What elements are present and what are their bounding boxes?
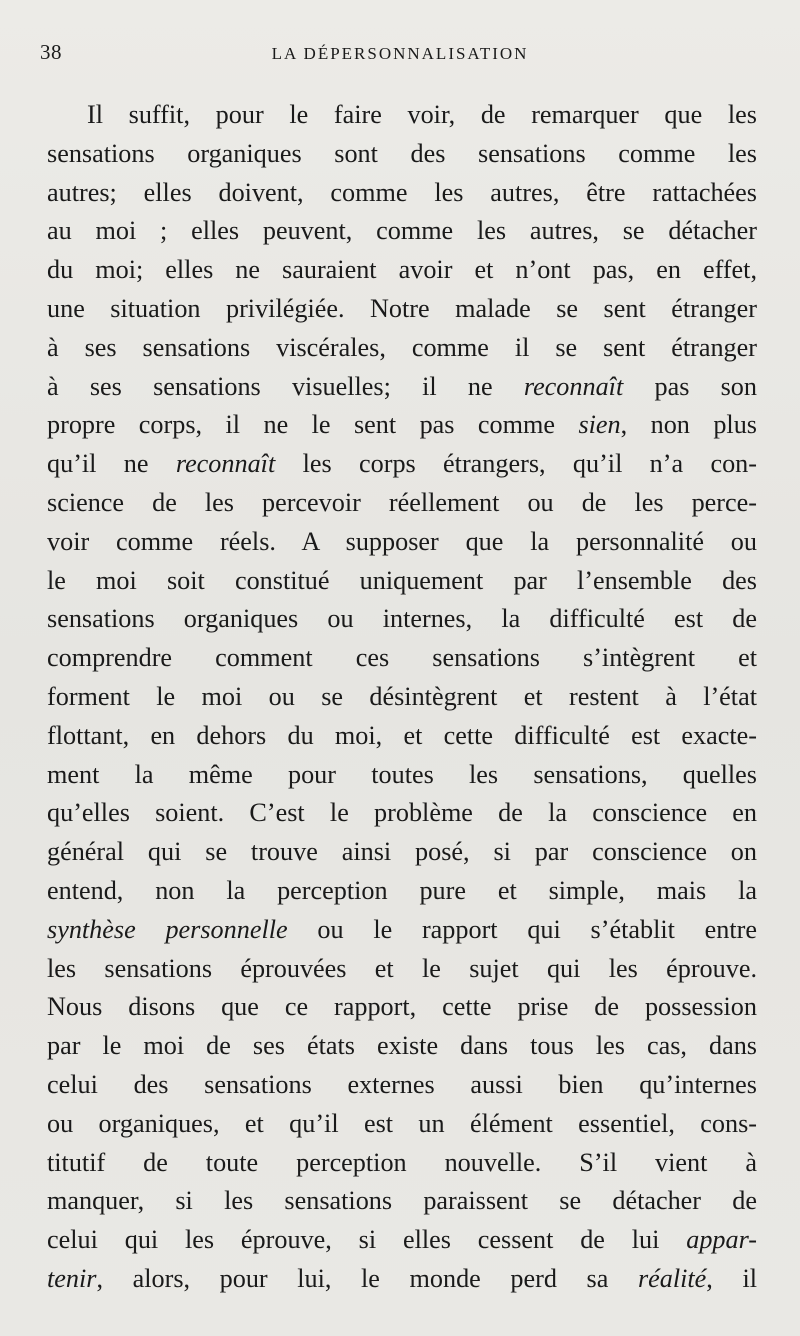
text-line: qu’elles soient. C’est le problème de la conscience en xyxy=(47,798,757,828)
text-run: pas son xyxy=(623,371,757,401)
italic-run: reconnaît xyxy=(175,449,276,479)
running-head: LA DÉPERSONNALISATION xyxy=(271,44,529,63)
text-line: du moi; elles ne sauraient avoir et n’ont pas, en effet, xyxy=(47,255,757,285)
italic-run: reconnaît xyxy=(523,371,624,401)
text-line: une situation privilégiée. Notre malade se sent étranger xyxy=(47,293,757,323)
italic-run: sien xyxy=(578,410,621,440)
text-run: , il xyxy=(706,1263,757,1293)
italic-run: réalité xyxy=(637,1263,707,1293)
text-line: flottant, en dehors du moi, et cette difficulté est exacte- xyxy=(47,720,757,750)
text-line: ou organiques, et qu’il est un élément essentiel, cons- xyxy=(47,1108,757,1138)
text-line: au moi ; elles peuvent, comme les autres, se détacher xyxy=(47,216,757,246)
text-line: voir comme réels. A supposer que la personnalité ou xyxy=(47,526,757,556)
italic-run: tenir xyxy=(47,1263,97,1293)
text-line: forment le moi ou se désintègrent et restent à l’état xyxy=(47,681,757,711)
text-line: les sensations éprouvées et le sujet qui les éprouve. xyxy=(47,953,757,983)
text-line: par le moi de ses états existe dans tous les cas, dans xyxy=(47,1031,757,1061)
text-line: entend, non la perception pure et simple, mais la xyxy=(47,875,757,905)
text-line: le moi soit constitué uniquement par l’ensemble des xyxy=(47,565,757,595)
text-line xyxy=(47,1221,757,1260)
text-line: Il suffit, pour le faire voir, de remarquer que les xyxy=(87,100,757,129)
text-run: celui qui les éprouve, si elles cessent de lui xyxy=(47,1225,687,1255)
text-line: à ses sensations viscérales, comme il se sent étranger xyxy=(47,332,757,362)
italic-run: synthèse personnelle xyxy=(47,914,288,944)
text-line: comprendre comment ces sensations s’intègrent et xyxy=(47,643,757,673)
text-run: , alors, pour lui, le monde perd sa xyxy=(96,1263,638,1293)
text-line xyxy=(47,368,757,407)
text-run: qu’il ne xyxy=(47,449,176,479)
text-line xyxy=(47,911,757,950)
text-run: , non plus xyxy=(620,410,757,440)
text-line: sensations organiques sont des sensations comme les xyxy=(47,138,757,168)
text-run: ou le rapport qui s’établit entre xyxy=(287,914,757,944)
body-text xyxy=(47,96,757,1299)
italic-run: appar- xyxy=(686,1225,757,1255)
text-line: science de les percevoir réellement ou de les perce- xyxy=(47,487,757,517)
text-line xyxy=(47,1260,757,1299)
text-line: sensations organiques ou internes, la difficulté est de xyxy=(47,604,757,634)
page-header xyxy=(40,36,760,76)
text-line: ment la même pour toutes les sensations, quelles xyxy=(47,759,757,789)
text-line: autres; elles doivent, comme les autres, être rattachées xyxy=(47,177,757,207)
page-number: 38 xyxy=(40,40,62,64)
text-line: général qui se trouve ainsi posé, si par conscience on xyxy=(47,837,757,867)
text-line xyxy=(47,406,757,445)
text-line: manquer, si les sensations paraissent se détacher de xyxy=(47,1186,757,1216)
text-line: Nous disons que ce rapport, cette prise de possession xyxy=(47,992,757,1022)
text-line: titutif de toute perception nouvelle. S’il vient à xyxy=(47,1147,757,1177)
text-line: celui des sensations externes aussi bien qu’internes xyxy=(47,1069,757,1099)
text-run: à ses sensations visuelles; il ne xyxy=(47,371,524,401)
text-run: propre corps, il ne le sent pas comme xyxy=(47,410,579,440)
text-run: les corps étrangers, qu’il n’a con- xyxy=(275,449,757,479)
text-line xyxy=(47,445,757,484)
